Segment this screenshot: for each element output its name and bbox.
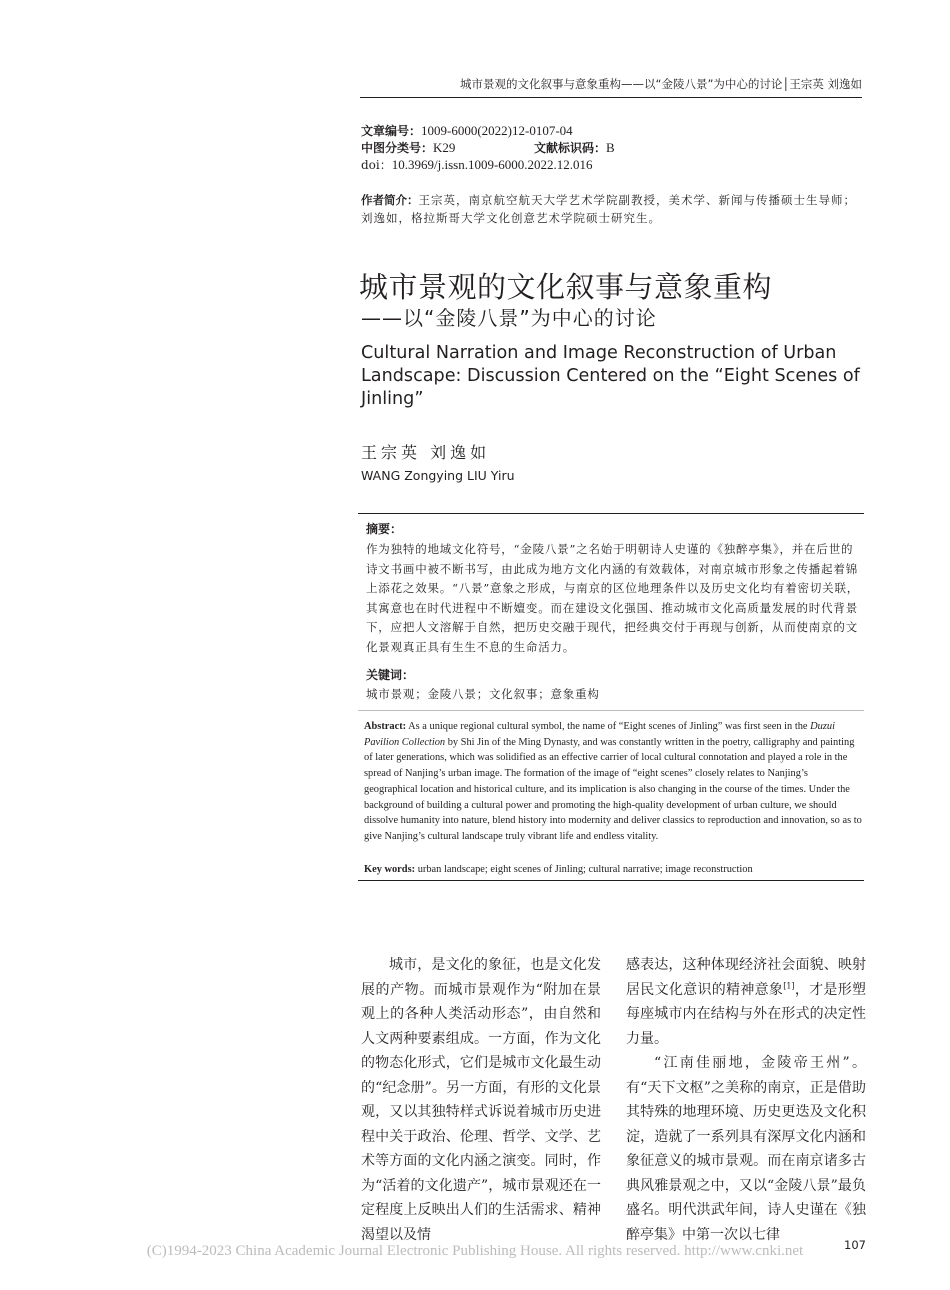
page-number: 107 xyxy=(844,1238,866,1252)
body-text-segment: 感表达，这种体现经济社会面貌、映射居民文化意识的精神意象 xyxy=(626,957,866,998)
doc-code: B xyxy=(606,140,615,155)
article-number: 1009-6000(2022)12-0107-04 xyxy=(421,123,573,138)
doi-line xyxy=(361,156,593,173)
doi-label: doi： xyxy=(361,158,392,172)
abstract-divider xyxy=(358,710,864,711)
doc-code-line xyxy=(534,139,615,156)
body-column-right xyxy=(626,953,866,1247)
keywords-en-label: Key words: xyxy=(364,864,416,875)
authors-english: WANG Zongying LIU Yiru xyxy=(361,468,515,483)
title-english: Cultural Narration and Image Reconstruction of Urban Landscape: Discussion Centered on the “Eight Scenes of Jinling” xyxy=(361,343,860,409)
running-header: 城市景观的文化叙事与意象重构——以“金陵八景”为中心的讨论│王宗英 刘逸如 xyxy=(460,77,862,91)
abstract-en-text-2: by Shi Jin of the Ming Dynasty, and was constantly written in the poetry, calligraphy and painting of later generations, which was solidified as an effective carrier of local cultural connotation and played a role in the spread of Nanjing’s urban image. The formation of the image of “eight scenes” closely relates to Nanjing’s geographical location and historical culture, and its implication is also changing in the course of the times. Under the background of building a cultural power and promoting the high-quality development of urban culture, we should dissolve humanity into nature, blend history into modernity and deliver classics to reproduction and innovation, so as to give Nanjing’s cultural landscape truly vibrant life and endless vitality. xyxy=(364,736,862,842)
article-number-line xyxy=(361,122,573,139)
authors-chinese: 王宗英 刘逸如 xyxy=(361,443,491,462)
abstract-en-italic-title: Duzui Pavilion Collection xyxy=(364,721,835,748)
abstract-cn-text: 作为独特的地域文化符号，“金陵八景”之名始于明朝诗人史谨的《独醉亭集》，并在后世的诗文书画中被不断书写，由此成为地方文化内涵的有效载体，对南京城市形象之传播起着锦上添花之效果。“八景”意象之形成，与南京的区位地理条件以及历史文化均有着密切关联，其寓意也在时代进程中不断嬗变。而在建设文化强国、推动城市文化高质量发展的时代背景下，应把人文溶解于自然，把历史交融于现代，把经典交付于再现与创新，从而使南京的文化景观真正具有生生不息的生命活力。 xyxy=(366,542,860,654)
clc-line xyxy=(361,139,455,156)
body-paragraph-2: “江南佳丽地，金陵帝王州”。有“天下文枢”之美称的南京，正是借助其特殊的地理环境、历史更迭及文化积淀，造就了一系列具有深厚文化内涵和象征意义的城市景观。而在南京诸多古典风雅景观之中，又以“金陵八景”最负盛名。明代洪武年间，诗人史谨在《独醉亭集》中第一次以七律 xyxy=(626,1055,866,1243)
author-intro xyxy=(361,191,866,227)
author-intro-line-1: 王宗英，南京航空航天大学艺术学院副教授，美术学、新闻与传播硕士生导师； xyxy=(418,193,856,207)
author-intro-line-2: 刘逸如，格拉斯哥大学文化创意艺术学院硕士研究生。 xyxy=(361,211,661,225)
author-intro-label: 作者简介： xyxy=(361,193,419,207)
keywords-cn-label: 关键词： xyxy=(366,668,415,682)
subtitle-chinese: ——以“金陵八景”为中心的讨论 xyxy=(361,306,657,330)
body-column-left xyxy=(361,953,601,1247)
clc-code: K29 xyxy=(433,140,456,155)
body-paragraph-1-continued xyxy=(626,953,866,1051)
title-chinese: 城市景观的文化叙事与意象重构 xyxy=(359,270,773,304)
keywords-en-text: urban landscape; eight scenes of Jinling; cultural narrative; image reconstruction xyxy=(417,864,753,875)
citation-ref-1[interactable]: [1] xyxy=(783,980,795,990)
doc-code-label: 文献标识码： xyxy=(534,141,607,155)
abstract-en-label: Abstract: xyxy=(364,721,407,732)
abstract-en xyxy=(364,719,864,845)
body-paragraph-1: 城市，是文化的象征，也是文化发展的产物。而城市景观作为“附加在景观上的各种人类活动形态”，由自然和人文两种要素组成。一方面，作为文化的物态化形式，它们是城市文化最生动的“纪念册”。另一方面，有形的文化景观，又以其独特样式诉说着城市历史进程中关于政治、伦理、哲学、文学、艺术等方面的文化内涵之演变。同时，作为“活着的文化遗产”，城市景观还在一定程度上反映出人们的生活需求、精神渴望以及情 xyxy=(361,957,601,1243)
keywords-en xyxy=(364,864,753,875)
doi-value[interactable]: 10.3969/j.issn.1009-6000.2022.12.016 xyxy=(391,157,593,172)
keywords-cn-text: 城市景观；金陵八景；文化叙事；意象重构 xyxy=(366,687,600,701)
abstract-box xyxy=(358,513,864,881)
abstract-cn-label: 摘要： xyxy=(366,522,403,536)
article-number-label: 文章编号： xyxy=(361,124,422,138)
clc-label: 中图分类号： xyxy=(361,141,434,155)
body-text-segment: ，才是形塑每座城市内在结构与外在形式的决定性力量。 xyxy=(626,981,867,1047)
abstract-en-text-1: As a unique regional cultural symbol, the name of “Eight scenes of Jinling” was first seen in the xyxy=(406,721,811,732)
copyright-watermark: (C)1994-2023 China Academic Journal Electronic Publishing House. All rights reserved. http://www.cnki.net xyxy=(146,1243,804,1259)
header-rule xyxy=(360,97,862,98)
